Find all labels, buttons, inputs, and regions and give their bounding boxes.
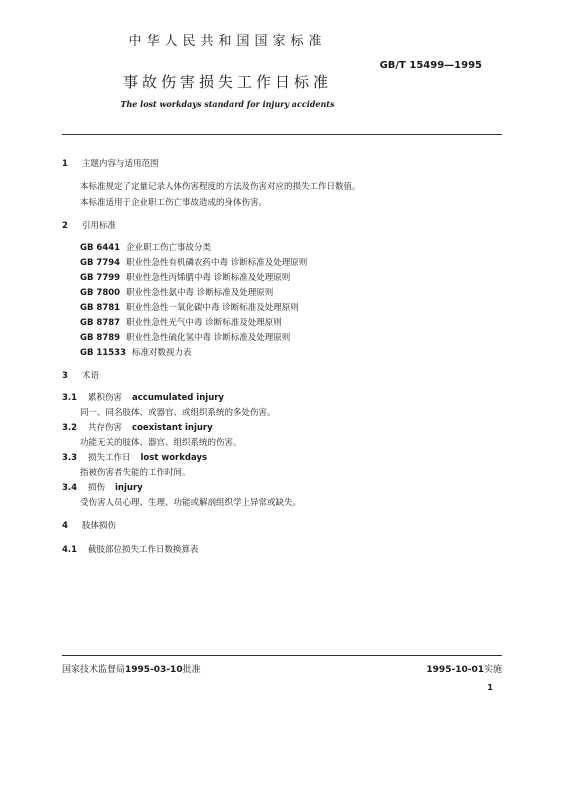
- reference-item: [80, 301, 299, 313]
- reference-text: 企业职工伤亡事故分类: [126, 243, 212, 253]
- reference-text: 职业性急性一氧化碳中毒 诊断标准及处理原则: [126, 303, 299, 313]
- document-title: 事故伤害损失工作日标准: [122, 73, 332, 91]
- document-subtitle-en: The lost workdays standard for injury accidents: [120, 99, 335, 109]
- term-definition: 功能无关的肢体、器官、组织系统的伤害。: [80, 438, 242, 448]
- subsection-4-1-heading: [62, 543, 199, 555]
- term-english: coexistant injury: [132, 423, 213, 433]
- reference-code: GB 8789: [80, 333, 121, 343]
- term-chinese: 损伤: [88, 483, 106, 493]
- section-1-heading: [62, 157, 159, 169]
- issued-by: [62, 662, 201, 675]
- effective-suffix: 实施: [483, 665, 502, 675]
- reference-item: [80, 241, 211, 253]
- reference-code: GB 7794: [80, 258, 121, 268]
- reference-code: GB 8781: [80, 303, 121, 313]
- term-heading: [62, 451, 207, 463]
- section-title: 主题内容与适用范围: [82, 159, 159, 169]
- term-chinese: 累积伤害: [88, 393, 123, 403]
- section-number: 2: [62, 221, 68, 231]
- term-english: lost workdays: [140, 453, 208, 463]
- reference-code: GB 8787: [80, 318, 121, 328]
- section-2-heading: [62, 219, 116, 231]
- national-standard-heading: 中华人民共和国国家标准: [128, 34, 327, 49]
- section-number: 3: [62, 371, 68, 381]
- term-heading: [62, 391, 224, 403]
- issue-suffix: 批准: [182, 665, 201, 675]
- subsection-number: 4.1: [62, 545, 78, 555]
- term-english: injury: [115, 483, 143, 493]
- term-number: 3.3: [62, 453, 78, 463]
- effective-date-line: [426, 662, 502, 675]
- term-heading: [62, 421, 213, 433]
- section-title: 肢体损伤: [82, 521, 117, 531]
- subsection-title: 截肢部位损失工作日数换算表: [88, 545, 199, 555]
- page-number: 1: [487, 683, 493, 692]
- effective-date: 1995-10-01: [426, 665, 484, 675]
- reference-item: [80, 286, 273, 298]
- term-chinese: 损失工作日: [88, 453, 131, 463]
- term-number: 3.4: [62, 483, 78, 493]
- section-1-paragraph-1: 本标准规定了定量记录人体伤害程度的方法及伤害对应的损失工作日数值。: [80, 182, 361, 192]
- standard-code: GB/T 15499—1995: [379, 60, 482, 71]
- term-heading: [62, 481, 143, 493]
- reference-item: [80, 331, 290, 343]
- section-4-heading: [62, 519, 116, 531]
- header-divider: [62, 134, 502, 135]
- reference-code: GB 7799: [80, 273, 121, 283]
- reference-text: 职业性急性光气中毒 诊断标准及处理原则: [126, 318, 282, 328]
- term-definition: 受伤害人员心理、生理、功能或解剖组织学上异常或缺失。: [80, 498, 302, 508]
- term-definition: 同一、同名肢体、或器官、或组织系统的多处伤害。: [80, 408, 276, 418]
- reference-code: GB 6441: [80, 243, 121, 253]
- issue-date: 1995-03-10: [125, 665, 183, 675]
- term-chinese: 共存伤害: [88, 423, 123, 433]
- reference-text: 职业性急性氨中毒 诊断标准及处理原则: [126, 288, 274, 298]
- reference-item: [80, 271, 290, 283]
- section-3-heading: [62, 369, 99, 381]
- reference-text: 职业性急性有机磷农药中毒 诊断标准及处理原则: [126, 258, 308, 268]
- term-definition: 指被伤害者失能的工作时间。: [80, 468, 191, 478]
- reference-code: GB 11533: [80, 348, 126, 358]
- section-title: 引用标准: [82, 221, 117, 231]
- reference-text: 职业性急性硫化氢中毒 诊断标准及处理原则: [126, 333, 291, 343]
- reference-item: [80, 256, 307, 268]
- footer-divider: [62, 655, 502, 656]
- term-number: 3.2: [62, 423, 78, 433]
- reference-text: 标准对数视力表: [132, 348, 192, 358]
- reference-text: 职业性急性丙烯腈中毒 诊断标准及处理原则: [126, 273, 291, 283]
- issuing-authority: 国家技术监督局: [62, 665, 126, 675]
- term-english: accumulated injury: [132, 393, 224, 403]
- reference-code: GB 7800: [80, 288, 121, 298]
- section-number: 1: [62, 159, 68, 169]
- term-number: 3.1: [62, 393, 78, 403]
- section-number: 4: [62, 521, 68, 531]
- reference-item: [80, 316, 282, 328]
- section-title: 术语: [82, 371, 100, 381]
- reference-item: [80, 346, 192, 358]
- section-1-paragraph-2: 本标准适用于企业职工伤亡事故造成的身体伤害。: [80, 198, 268, 208]
